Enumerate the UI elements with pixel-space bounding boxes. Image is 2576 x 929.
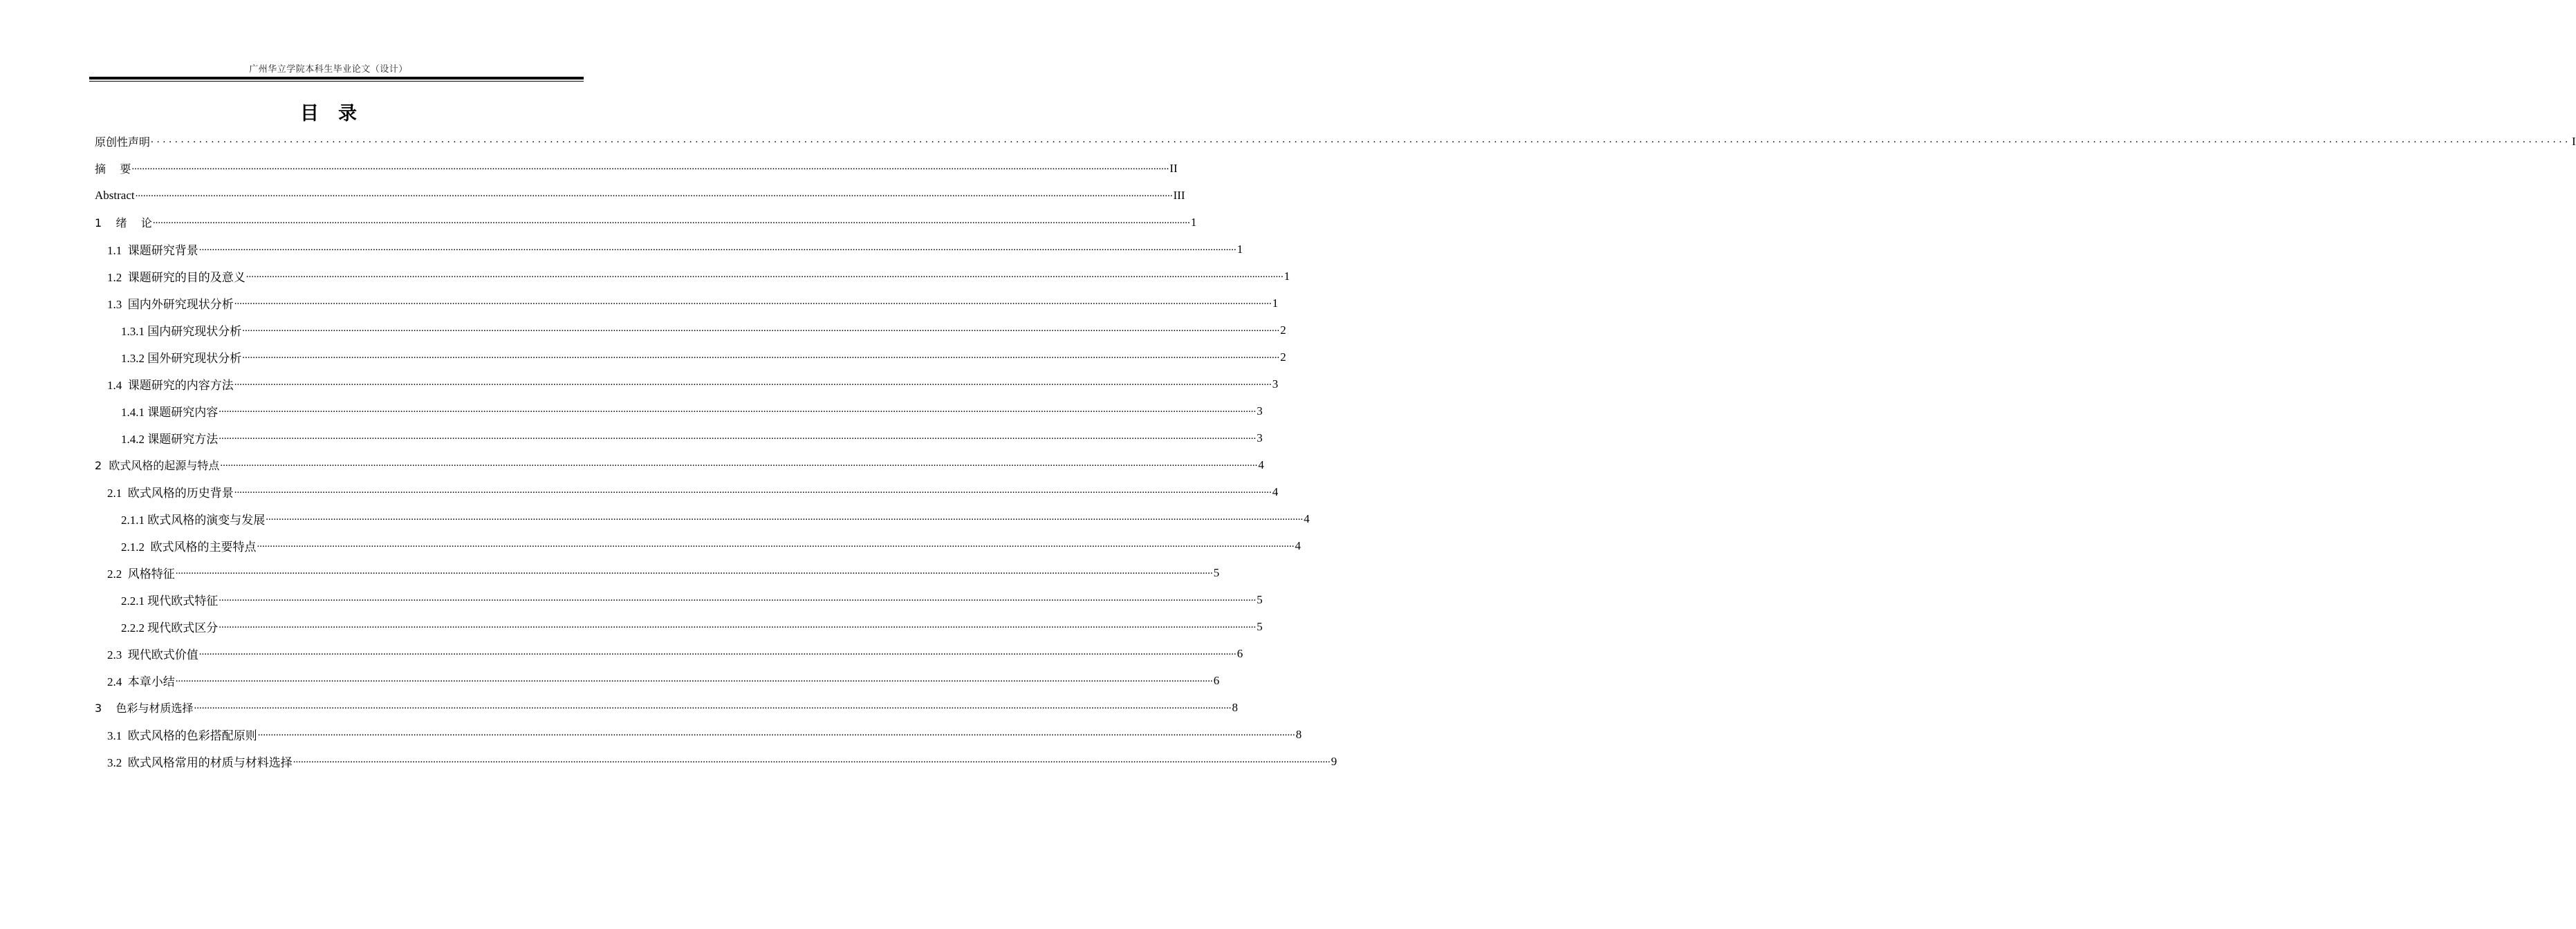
toc-entry-page-number: 6: [1236, 646, 1243, 660]
toc-entry[interactable]: [95, 478, 1279, 505]
toc-entry-label: 2.1.2 欧式风格的主要特点: [121, 541, 257, 554]
toc-entry[interactable]: [95, 451, 1264, 478]
dot-leader: ................................................................................................................................................................................................................................................................................................................................................................................................................: [175, 673, 1213, 684]
toc-entry-page-number: 8: [1232, 700, 1239, 714]
toc-entry-page-number: 4: [1258, 458, 1264, 471]
toc-entry-page-number: 8: [1295, 727, 1302, 741]
toc-entry-label: 2.4 本章小结: [107, 675, 175, 688]
toc-entry-label: 1 绪 论: [95, 216, 152, 229]
toc-entry[interactable]: [95, 721, 1302, 748]
toc-entry[interactable]: [95, 182, 1185, 209]
toc-entry[interactable]: [95, 317, 1286, 344]
dot-leader: ................................................................................................................................................................................................................................................................................................................................................................................................................: [234, 296, 1272, 307]
toc-title: 目录: [300, 103, 376, 124]
dot-leader: ................................................................................................................................................................................................................................................................................................................................................................................................................: [175, 565, 1213, 576]
toc-entry-page-number: III: [1173, 188, 1185, 202]
toc-entry[interactable]: [95, 263, 1290, 290]
toc-entry-page-number: 1: [1190, 215, 1197, 229]
dot-leader: ................................................................................................................................................................................................................................................................................................................................................................................................................: [242, 350, 1280, 361]
toc-entry-page-number: I: [2572, 134, 2576, 148]
dot-leader: ................................................................................................................................................................................................................................................................................................................................................................................................................: [234, 377, 1272, 388]
toc-entry-label: 1.4.2 课题研究方法: [121, 433, 219, 446]
toc-entry[interactable]: [95, 748, 1337, 775]
toc-entry-page-number: 4: [1272, 485, 1279, 498]
header-rule-thick: [89, 77, 584, 79]
toc-entry[interactable]: [95, 559, 1220, 586]
toc-entry-label: 2.3 现代欧式价值: [107, 648, 198, 661]
toc-entry-page-number: 6: [1213, 673, 1220, 687]
toc-entry[interactable]: [95, 586, 1263, 613]
dot-leader: ................................................................................................................................................................................................................................................................................................................................................................................................................: [257, 727, 1295, 738]
header-rule-thin: [89, 81, 584, 82]
dot-leader: ................................................................................................................................................................................................................................................................................................................................................................................................................: [131, 161, 1169, 172]
toc-entry-page-number: 3: [1257, 431, 1263, 444]
toc-entry-page-number: 3: [1272, 377, 1279, 391]
toc-entry-label: 3.2 欧式风格常用的材质与材料选择: [107, 756, 293, 769]
toc-entry-label: 3.1 欧式风格的色彩搭配原则: [107, 729, 257, 742]
toc-entry[interactable]: [95, 532, 1301, 559]
dot-leader: ................................................................................................................................................................................................................................................................................................................................................................................................................: [152, 215, 1190, 226]
toc-entry-page-number: 1: [1272, 296, 1279, 310]
toc-entry-page-number: 3: [1257, 404, 1263, 417]
dot-leader: ................................................................................................................................................................................................................................................................................................................................................................................................................: [219, 431, 1257, 442]
dot-leader: ................................................................................................................................................................................................................................................................................................................................................................................................................: [266, 512, 1304, 523]
dot-leader: ................................................................................................................................................................................................................................................................................................................................................................................................................: [135, 188, 1173, 199]
toc-entry-page-number: 4: [1295, 538, 1301, 552]
dot-leader: ................................................................................................................................................................................................................................................................................................................................................................................................................: [242, 323, 1280, 334]
table-of-contents: [95, 128, 2576, 775]
toc-entry-page-number: II: [1169, 161, 1178, 175]
dot-leader: ................................................................................................................................................................................................................................................................................................................................................................................................................: [194, 700, 1232, 711]
toc-entry-page-number: 2: [1280, 323, 1286, 337]
dot-leader: ................................................................................................................................................................................................................................................................................................................................................................................................................: [234, 485, 1272, 496]
toc-entry-label: 2 欧式风格的起源与特点: [95, 459, 220, 472]
toc-entry-page-number: 1: [1284, 269, 1290, 283]
toc-entry-page-number: 5: [1257, 592, 1263, 606]
toc-entry[interactable]: [95, 505, 1310, 532]
dot-leader: ................................................................................................................................................................................................................................................................................................................................................................................................................: [293, 754, 1331, 765]
toc-entry[interactable]: [95, 290, 1279, 317]
toc-entry-page-number: 5: [1257, 619, 1263, 633]
toc-entry-label: 1.4 课题研究的内容方法: [107, 379, 234, 392]
toc-entry-label: Abstract: [95, 188, 135, 202]
toc-entry-label: 2.2 风格特征: [107, 567, 175, 581]
toc-entry-label: 1.3.2 国外研究现状分析: [121, 352, 242, 365]
toc-entry[interactable]: [95, 667, 1220, 694]
dot-leader: ................................................................................................................................................................................................................................................................................................................................................................................................................: [219, 619, 1257, 630]
toc-entry[interactable]: [95, 236, 1243, 263]
toc-entry[interactable]: [95, 694, 1239, 721]
toc-entry-label: 1.2 课题研究的目的及意义: [107, 271, 245, 284]
toc-entry[interactable]: [95, 209, 1197, 236]
toc-entry-label: 2.2.2 现代欧式区分: [121, 621, 219, 635]
toc-entry[interactable]: [95, 613, 1263, 640]
page-header: 广州华立学院本科生毕业论文（设计）: [249, 64, 408, 74]
toc-entry[interactable]: [95, 370, 1279, 397]
toc-entry-page-number: 4: [1304, 512, 1310, 525]
dot-leader: ................................................................................................................................................................................................................................................................................................................................................................................................................: [219, 592, 1257, 603]
toc-entry[interactable]: [95, 397, 1263, 424]
dot-leader: ................................................................................................................................................................................................................................................................................................................................................................................................................: [198, 646, 1236, 657]
toc-entry-page-number: 2: [1280, 350, 1286, 364]
dot-leader: ................................................................................................................................................................................................................................................................................................................................................................................................................: [257, 538, 1295, 550]
toc-entry-label: 1.4.1 课题研究内容: [121, 406, 219, 419]
toc-entry-page-number: 5: [1213, 565, 1220, 579]
toc-entry[interactable]: [95, 640, 1243, 667]
toc-entry-label: 1.1 课题研究背景: [107, 244, 198, 257]
toc-entry-label: 1.3 国内外研究现状分析: [107, 298, 234, 311]
toc-entry-label: 原创性声明: [95, 135, 151, 149]
dot-leader: ................................................................................................................................................................................................................................................................................................................................................................................................................: [151, 134, 2572, 145]
dot-leader: ................................................................................................................................................................................................................................................................................................................................................................................................................: [219, 404, 1257, 415]
toc-entry[interactable]: [95, 128, 2576, 155]
dot-leader: ................................................................................................................................................................................................................................................................................................................................................................................................................: [198, 242, 1236, 253]
toc-entry-page-number: 1: [1236, 242, 1243, 256]
toc-entry-label: 2.1 欧式风格的历史背景: [107, 487, 234, 500]
toc-entry-label: 摘 要: [95, 162, 131, 176]
toc-entry-page-number: 9: [1331, 754, 1337, 768]
toc-entry[interactable]: [95, 424, 1263, 451]
toc-entry-label: 2.2.1 现代欧式特征: [121, 594, 219, 608]
toc-entry[interactable]: [95, 344, 1286, 370]
dot-leader: ................................................................................................................................................................................................................................................................................................................................................................................................................: [220, 458, 1258, 469]
dot-leader: ................................................................................................................................................................................................................................................................................................................................................................................................................: [245, 269, 1284, 280]
toc-entry[interactable]: [95, 155, 1178, 182]
toc-entry-label: 1.3.1 国内研究现状分析: [121, 325, 242, 338]
toc-entry-label: 3 色彩与材质选择: [95, 702, 194, 715]
toc-entry-label: 2.1.1 欧式风格的演变与发展: [121, 514, 266, 527]
